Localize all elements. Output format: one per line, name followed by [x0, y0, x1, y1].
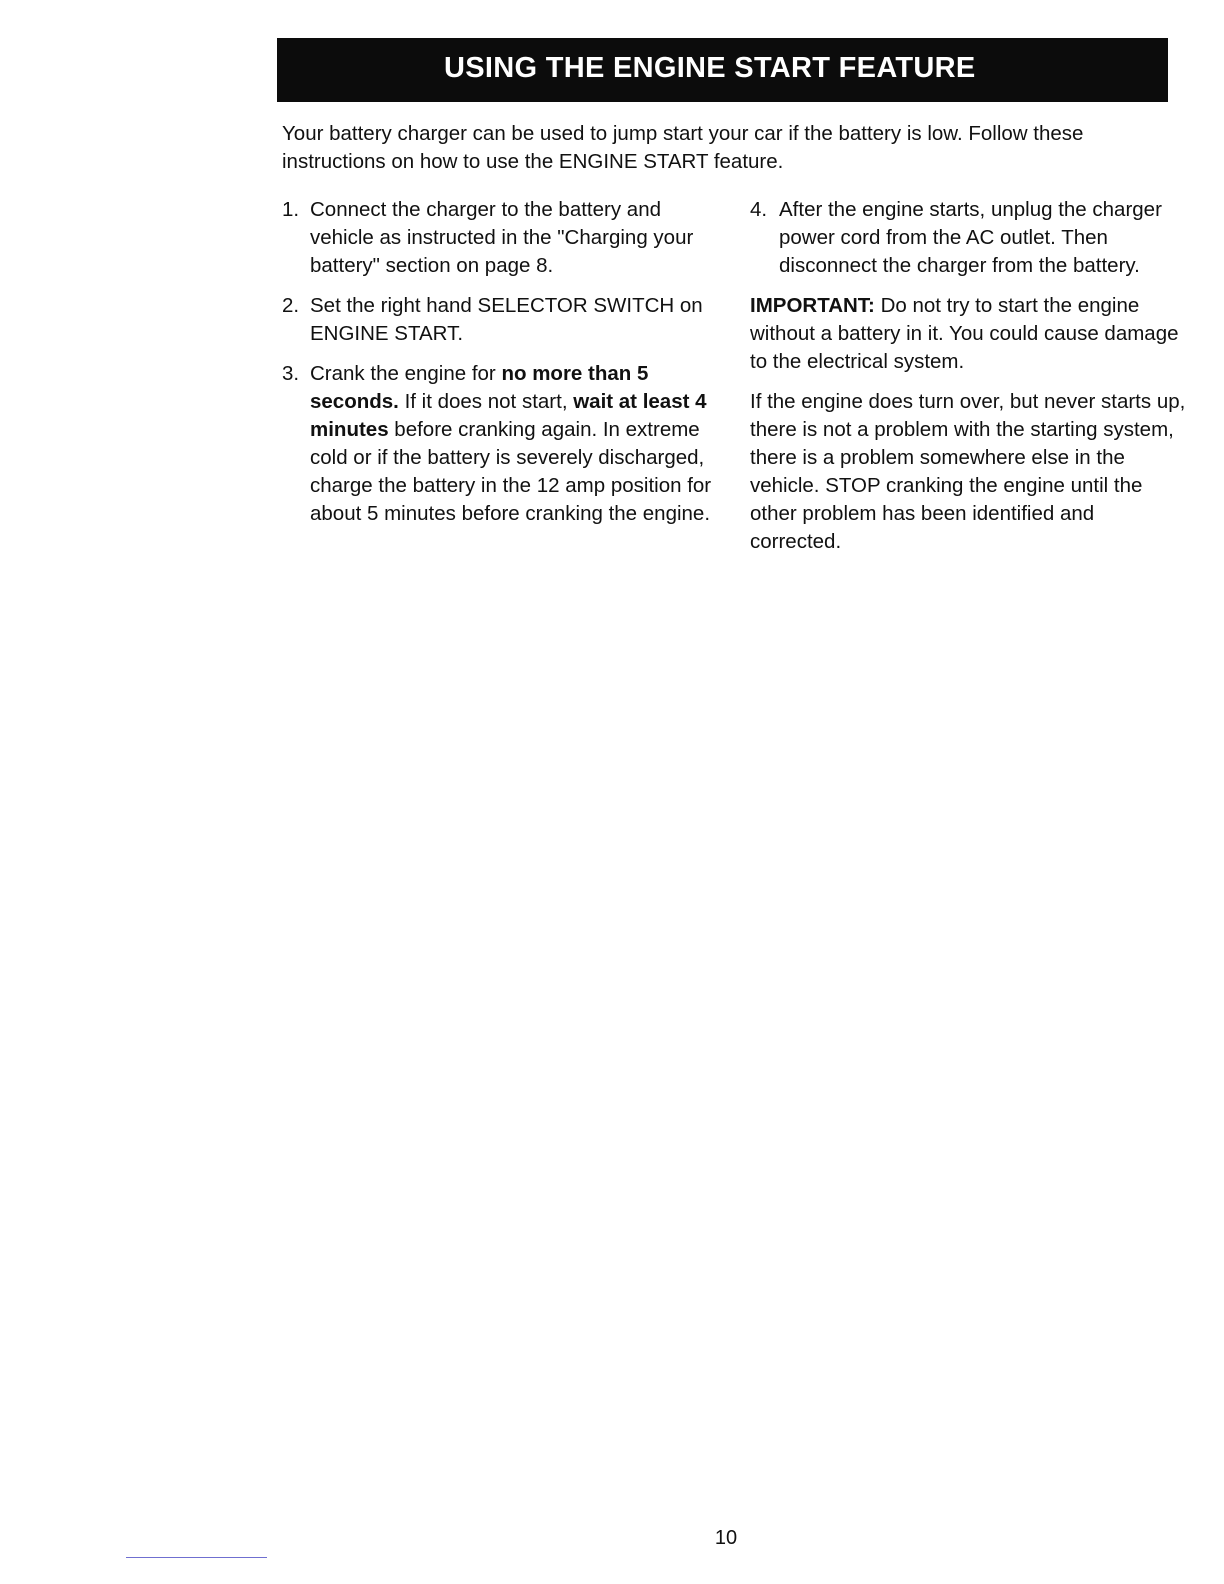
step-2-number: 2.: [282, 294, 300, 317]
left-column: [282, 196, 722, 540]
important-label: IMPORTANT:: [750, 294, 875, 317]
step-4-number: 4.: [750, 198, 768, 221]
page-number: 10: [714, 1527, 738, 1549]
step-4-text: After the engine starts, unplug the charger power cord from the AC outlet. Then disconnect the charger from the battery.: [779, 198, 1162, 277]
step-3-text-b: If it does not start,: [398, 390, 574, 413]
section-title: USING THE ENGINE START FEATURE: [444, 51, 976, 84]
step-1-text: Connect the charger to the battery and vehicle as instructed in the "Charging your battery" section on page 8.: [310, 198, 694, 277]
step-3-number: 3.: [282, 362, 300, 385]
step-3-bold-b: wait at least 4 minutes: [310, 390, 707, 441]
step-3-text-a: Crank the engine for: [310, 362, 502, 385]
step-3-text-c: before cranking again. In extreme cold or if the battery is severely discharged, charge the battery in the 12 amp position for about 5 minutes before cranking the engine.: [310, 418, 712, 525]
step-4: [750, 196, 1190, 280]
step-1: [282, 196, 722, 280]
step-2-text: Set the right hand SELECTOR SWITCH on ENGINE START.: [310, 294, 703, 345]
right-column: [750, 196, 1190, 568]
important-note: [750, 292, 1190, 376]
section-header-bar: [277, 38, 1168, 102]
important-text: Do not try to start the engine without a battery in it. You could cause damage to the electrical system.: [750, 294, 1179, 373]
intro-paragraph: Your battery charger can be used to jump start your car if the battery is low. Follow these instructions on how to use the ENGINE START feature.: [282, 122, 1084, 173]
step-3-bold-a: no more than 5 seconds.: [310, 362, 649, 413]
footer-rule: [126, 1557, 267, 1558]
step-3: [282, 360, 722, 528]
step-2: [282, 292, 722, 348]
step-1-number: 1.: [282, 198, 300, 221]
troubleshooting-note: If the engine does turn over, but never starts up, there is not a problem with the starting system, there is a problem somewhere else in the vehicle. STOP cranking the engine until the other problem has been identified and corrected.: [750, 390, 1186, 553]
